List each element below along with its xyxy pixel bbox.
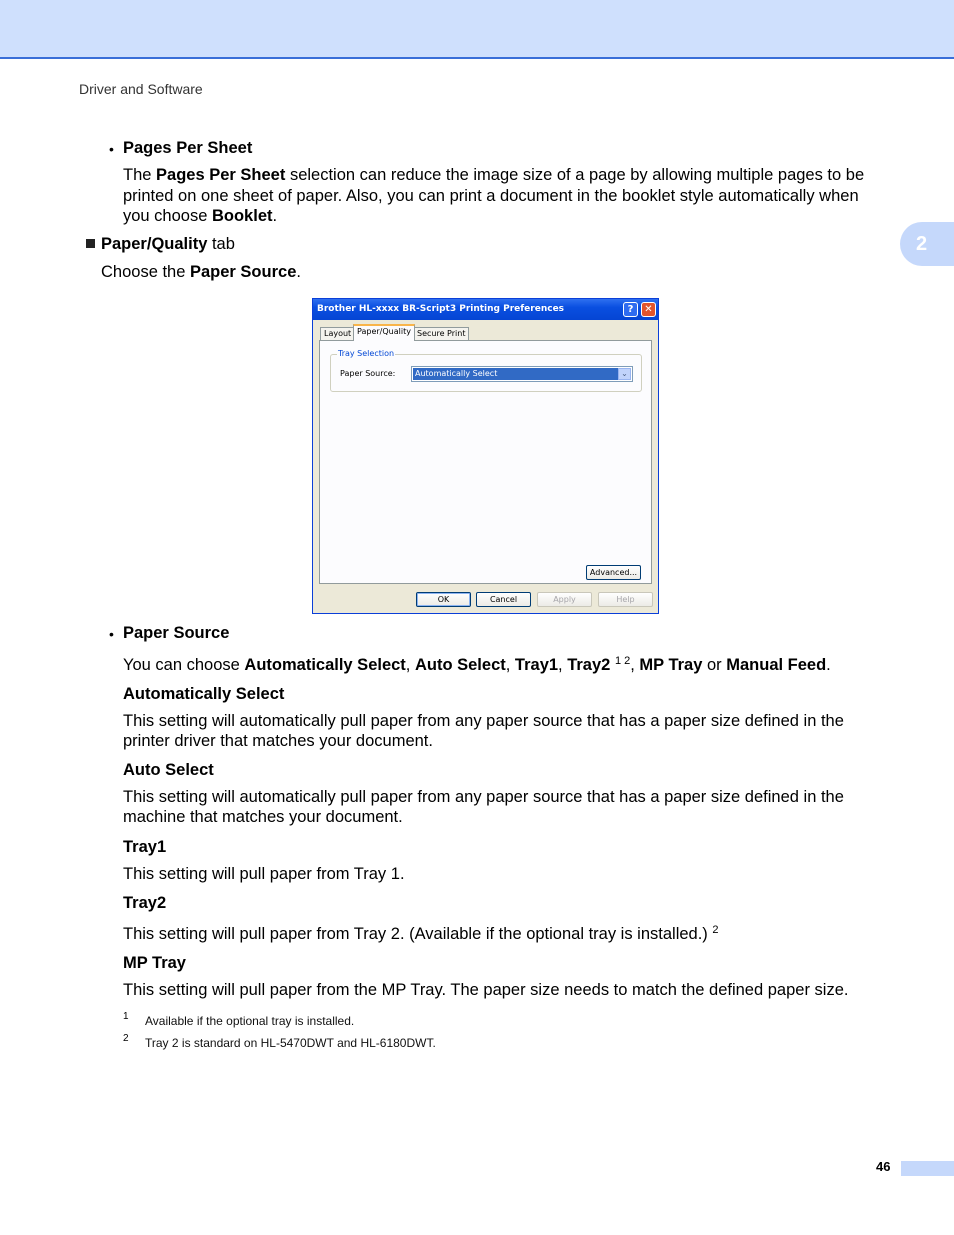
help-button[interactable]: Help xyxy=(598,592,653,607)
text-run: , xyxy=(405,656,415,674)
tab-layout[interactable]: Layout xyxy=(320,327,355,340)
text-run: . xyxy=(826,656,831,674)
subheading-automatically-select: Automatically Select xyxy=(123,685,285,703)
bullet-paper-source: • xyxy=(109,626,114,642)
paper-source-options-line xyxy=(123,655,831,676)
text-run: tab xyxy=(207,235,235,253)
footnote-1-text: Available if the optional tray is installed. xyxy=(145,1014,355,1028)
auto-select-line-2: machine that matches your document. xyxy=(123,808,403,826)
text-run: The xyxy=(123,166,157,184)
automatically-select-line-1: This setting will automatically pull paper from any paper source that has a paper size defined in the xyxy=(123,712,844,730)
paper-source-value: Automatically Select xyxy=(413,368,618,380)
footnote-ref: 2 xyxy=(712,924,719,936)
footnote-ref: 1 2 xyxy=(614,655,631,667)
heading-pages-per-sheet: Pages Per Sheet xyxy=(123,139,253,157)
footnote-1-number: 1 xyxy=(123,1011,129,1022)
option-manual-feed: Manual Feed xyxy=(726,656,827,674)
choose-paper-source-line xyxy=(101,262,301,283)
subheading-mp-tray: MP Tray xyxy=(123,954,186,972)
text-run: , xyxy=(505,656,515,674)
text-run-bold: Paper Source xyxy=(189,263,297,281)
dialog-title: Brother HL-xxxx BR-Script3 Printing Preferences xyxy=(317,304,565,314)
footnote-2-text: Tray 2 is standard on HL-5470DWT and HL-6180DWT. xyxy=(145,1036,436,1050)
footnote-2-number: 2 xyxy=(123,1033,129,1044)
square-bullet-icon xyxy=(86,239,95,248)
bullet-pages-per-sheet: • xyxy=(109,141,114,157)
tray-selection-group xyxy=(330,349,642,392)
printing-preferences-dialog xyxy=(312,298,659,614)
option-automatically-select: Automatically Select xyxy=(244,656,406,674)
top-header-band xyxy=(0,0,954,59)
subheading-tray1: Tray1 xyxy=(123,838,167,856)
help-question-icon[interactable]: ? xyxy=(623,302,638,317)
option-tray2: Tray2 xyxy=(567,656,611,674)
text-run: You can choose xyxy=(123,656,245,674)
subheading-tray2: Tray2 xyxy=(123,894,167,912)
text-run-bold: Pages Per Sheet xyxy=(156,166,286,184)
cancel-button[interactable]: Cancel xyxy=(476,592,531,607)
pps-paragraph-line-2: printed on one sheet of paper. Also, you can print a document in the booklet style automatically when xyxy=(123,187,859,205)
text-run-bold: Paper/Quality xyxy=(101,235,208,253)
tray2-line xyxy=(123,924,719,945)
mp-tray-line: This setting will pull paper from the MP Tray. The paper size needs to match the defined paper size. xyxy=(123,981,849,999)
option-tray1: Tray1 xyxy=(514,656,559,674)
auto-select-line-1: This setting will automatically pull paper from any paper source that has a paper size defined in the xyxy=(123,788,844,806)
text-run: selection can reduce the image size of a page by allowing multiple pages to be xyxy=(285,166,865,184)
apply-button[interactable]: Apply xyxy=(537,592,592,607)
tab-secure-print[interactable]: Secure Print xyxy=(413,327,469,340)
running-header: Driver and Software xyxy=(79,81,203,97)
text-run: . xyxy=(272,207,278,225)
advanced-button[interactable]: Advanced... xyxy=(586,565,641,580)
text-run: This setting will pull paper from Tray 2. (Available if the optional tray is installed.) xyxy=(123,925,713,943)
text-run-bold: Booklet xyxy=(211,207,273,225)
chevron-down-icon[interactable]: ⌄ xyxy=(618,368,631,380)
text-run: , xyxy=(558,656,568,674)
heading-paper-quality-tab xyxy=(101,234,235,255)
close-icon[interactable]: ✕ xyxy=(641,302,656,317)
text-run: Choose the xyxy=(101,263,190,281)
option-auto-select: Auto Select xyxy=(414,656,506,674)
text-run: . xyxy=(296,263,301,281)
tray1-line: This setting will pull paper from Tray 1. xyxy=(123,865,405,883)
option-mp-tray: MP Tray xyxy=(639,656,703,674)
pps-paragraph-line-3 xyxy=(123,206,277,227)
page-number-tab xyxy=(901,1161,954,1176)
automatically-select-line-2: printer driver that matches your document. xyxy=(123,732,433,750)
text-run: , xyxy=(630,656,640,674)
subheading-auto-select: Auto Select xyxy=(123,761,214,779)
heading-paper-source: Paper Source xyxy=(123,624,230,642)
paper-source-label: Paper Source: xyxy=(340,369,396,378)
chapter-tab: 2 xyxy=(900,222,954,266)
pps-paragraph-line-1 xyxy=(123,165,864,186)
tab-panel xyxy=(319,340,652,584)
tab-paper-quality[interactable]: Paper/Quality xyxy=(353,324,415,341)
ok-button[interactable]: OK xyxy=(416,592,471,607)
dialog-title-bar xyxy=(313,299,658,320)
text-run: you choose xyxy=(123,207,212,225)
page-number: 46 xyxy=(876,1159,891,1174)
text-run: or xyxy=(702,656,727,674)
tray-selection-label: Tray Selection xyxy=(338,349,395,358)
paper-source-select[interactable] xyxy=(411,366,633,382)
